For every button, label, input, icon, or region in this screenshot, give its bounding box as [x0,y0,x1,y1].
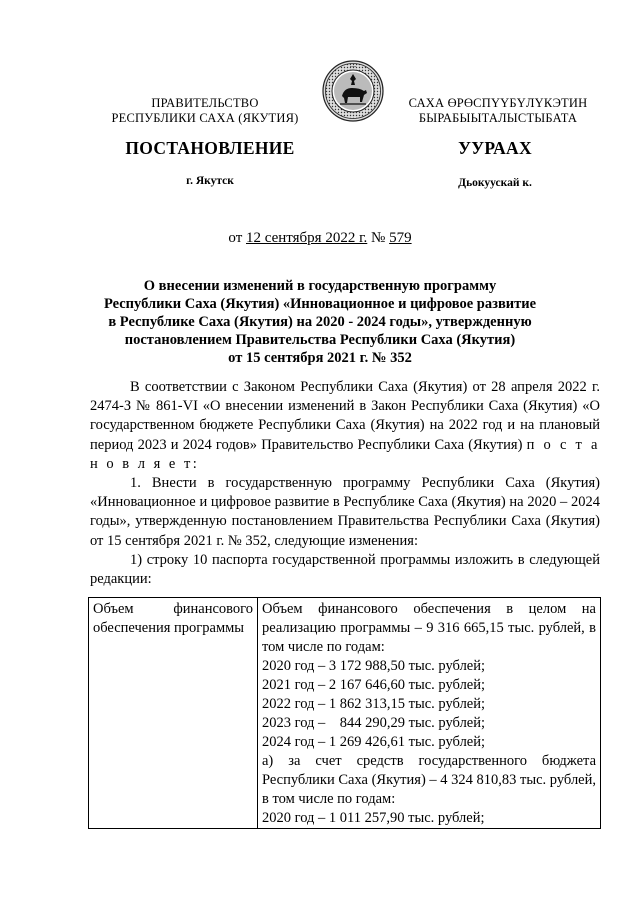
body-paragraph-1 [90,378,600,474]
financing-line-0: Объем финансового обеспечения в целом на реализацию программы – 9 316 665,15 тыс. рублей, в том числе по годам: [262,601,596,655]
document-subject [100,277,540,367]
svg-text:•••: ••• [349,65,357,69]
header-left-line1: ПРАВИТЕЛЬСТВО [151,96,259,110]
coat-of-arms-icon [322,60,384,122]
subject-line-3: в Республике Саха (Якутия) на 2020 - 2024 годы», утвержденную [108,314,532,330]
table-cell-value [258,598,601,829]
header-right-line1: САХА ӨРӨСПҮҮБҮЛҮКЭТИН [408,96,588,110]
subject-line-5: от 15 сентября 2021 г. № 352 [228,350,412,366]
body-paragraph-2: 1. Внести в государственную программу Республики Саха (Якутия) «Инновационное и цифровое развитие в Республике Саха (Якутия) на 2020 – 2024 годы», утвержденную постановлением Правительства Республики Саха (Якутия) от 15 сентября 2021 г. № 352, следующие изменения: [90,475,600,549]
financing-line-5: 2024 год – 1 269 426,61 тыс. рублей; [262,734,486,750]
subject-line-1: О внесении изменений в государственную программу [143,278,497,294]
city-ru: г. Якутск [186,175,234,187]
document-type-title-ru: ПОСТАНОВЛЕНИЕ [125,138,295,158]
document-number: 579 [389,230,412,246]
date-prefix: от [228,230,246,246]
header-right-line2: БЫРАБЫЫТАЛЫСТЫБАТА [418,111,578,125]
subject-line-4: постановлением Правительства Республики Саха (Якутия) [124,332,516,348]
date-number-line [0,230,640,247]
subject-line-2: Республики Саха (Якутия) «Инновационное и цифровое развитие [103,296,537,312]
body-paragraph-3: 1) строку 10 паспорта государственной программы изложить в следующей редакции: [90,551,600,588]
financing-table [88,597,601,829]
document-date: 12 сентября 2022 г. [246,230,368,246]
financing-line-3: 2022 год – 1 862 313,15 тыс. рублей; [262,696,486,712]
document-type-title-sah: УУРААХ [458,138,532,158]
financing-line-7: 2020 год – 1 011 257,90 тыс. рублей; [262,810,485,826]
body-paragraph-1-resolves: п о с т а н о в л я е т: [90,436,600,472]
financing-line-4: 2023 год – 844 290,29 тыс. рублей; [262,715,486,731]
number-sign: № [367,230,390,246]
financing-line-2: 2021 год – 2 167 646,60 тыс. рублей; [262,677,486,693]
financing-line-6: а) за счет средств государственного бюджета Республики Саха (Якутия) – 4 324 810,83 тыс. рублей, в том числе по годам: [262,753,596,807]
header-right [398,96,598,126]
header-left [105,96,305,126]
header-left-line2: РЕСПУБЛИКИ САХА (ЯКУТИЯ) [111,111,299,125]
financing-line-1: 2020 год – 3 172 988,50 тыс. рублей; [262,658,486,674]
city-sah: Дьокуускай к. [458,177,532,189]
body-paragraph-1-main: В соответствии с Законом Республики Саха (Якутия) от 28 апреля 2022 г. 2474-З № 861-VI «О внесении изменений в Закон Республики Саха (Якутия) «О государственном бюджете Республики Саха (Якутия) на 2022 год и на плановый период 2023 и 2024 годов» Правительство Республики Саха (Якутия) [90,379,600,453]
table-cell-label: Объем финансового обеспечения программы [89,598,258,829]
document-body [90,378,600,589]
table-row [89,598,601,829]
